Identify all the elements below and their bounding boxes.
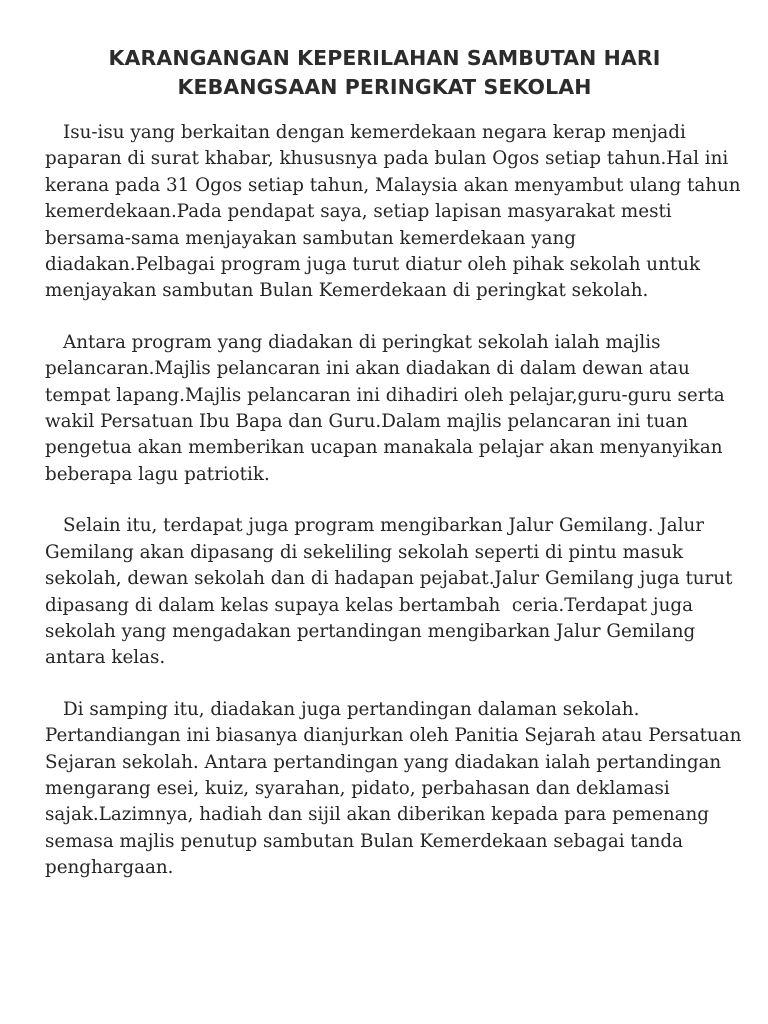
paragraph-line: menjayakan sambutan Bulan Kemerdekaan di peringkat sekolah. (45, 280, 649, 302)
paragraph-line: Sejaran sekolah. Antara pertandingan yang diadakan ialah pertandingan (45, 751, 722, 773)
paragraph-line: tempat lapang.Majlis pelancaran ini dihadiri oleh pelajar,guru-guru serta (45, 384, 725, 406)
paragraph-line: Selain itu, terdapat juga program mengibarkan Jalur Gemilang. Jalur (63, 515, 704, 537)
paragraph-line: Di samping itu, diadakan juga pertandingan dalaman sekolah. (63, 698, 640, 720)
paragraph-line: wakil Persatuan Ibu Bapa dan Guru.Dalam majlis pelancaran ini tuan (45, 411, 688, 433)
title-line-1: KARANGANGAN KEPERILAHAN SAMBUTAN HARI (108, 46, 661, 70)
paragraph-line: semasa majlis penutup sambutan Bulan Kemerdekaan sebagai tanda (45, 830, 684, 852)
paragraph-line: Pertandiangan ini biasanya dianjurkan oleh Panitia Sejarah atau Persatuan (45, 725, 742, 747)
paragraph-line: diadakan.Pelbagai program juga turut diatur oleh pihak sekolah untuk (45, 254, 701, 276)
paragraph-line: Antara program yang diadakan di peringkat sekolah ialah majlis (63, 331, 661, 353)
paragraph-line: paparan di surat khabar, khususnya pada bulan Ogos setiap tahun.Hal ini (45, 148, 729, 170)
paragraph-line: antara kelas. (45, 647, 166, 669)
paragraph-line: sekolah, dewan sekolah dan di hadapan pejabat.Jalur Gemilang juga turut (45, 568, 733, 590)
paragraph-line: Isu-isu yang berkaitan dengan kemerdekaan negara kerap menjadi (63, 122, 686, 143)
paragraph-line: penghargaan. (45, 857, 174, 879)
paragraph-line: kerana pada 31 Ogos setiap tahun, Malaysia akan menyambut ulang tahun (45, 174, 741, 196)
paragraph-line: Gemilang akan dipasang di sekeliling sekolah seperti di pintu masuk (45, 541, 684, 563)
paragraph-line: mengarang esei, kuiz, syarahan, pidato, perbahasan dan deklamasi (45, 777, 670, 799)
paragraph-3 (45, 513, 733, 671)
title-line-2: KEBANGSAAN PERINGKAT SEKOLAH (177, 75, 592, 99)
paragraph-4 (45, 697, 742, 882)
paragraph-line: pengetua akan memberikan ucapan manakala pelajar akan menyanyikan (45, 437, 723, 459)
paragraph-line: kemerdekaan.Pada pendapat saya, setiap lapisan masyarakat mesti (45, 201, 672, 223)
paragraph-line: dipasang di dalam kelas supaya kelas bertambah ceria.Terdapat juga (45, 594, 693, 616)
paragraph-line: sajak.Lazimnya, hadiah dan sijil akan diberikan kepada para pemenang (45, 804, 709, 826)
paragraph-line: bersama-sama menjayakan sambutan kemerdekaan yang (45, 227, 576, 249)
paragraph-line: beberapa lagu patriotik. (45, 463, 270, 485)
paragraph-line: sekolah yang mengadakan pertandingan mengibarkan Jalur Gemilang (45, 620, 696, 642)
paragraph-1 (45, 120, 741, 305)
paragraph-line: pelancaran.Majlis pelancaran ini akan diadakan di dalam dewan atau (45, 358, 690, 380)
document-title (45, 44, 724, 102)
paragraph-2 (45, 330, 724, 488)
